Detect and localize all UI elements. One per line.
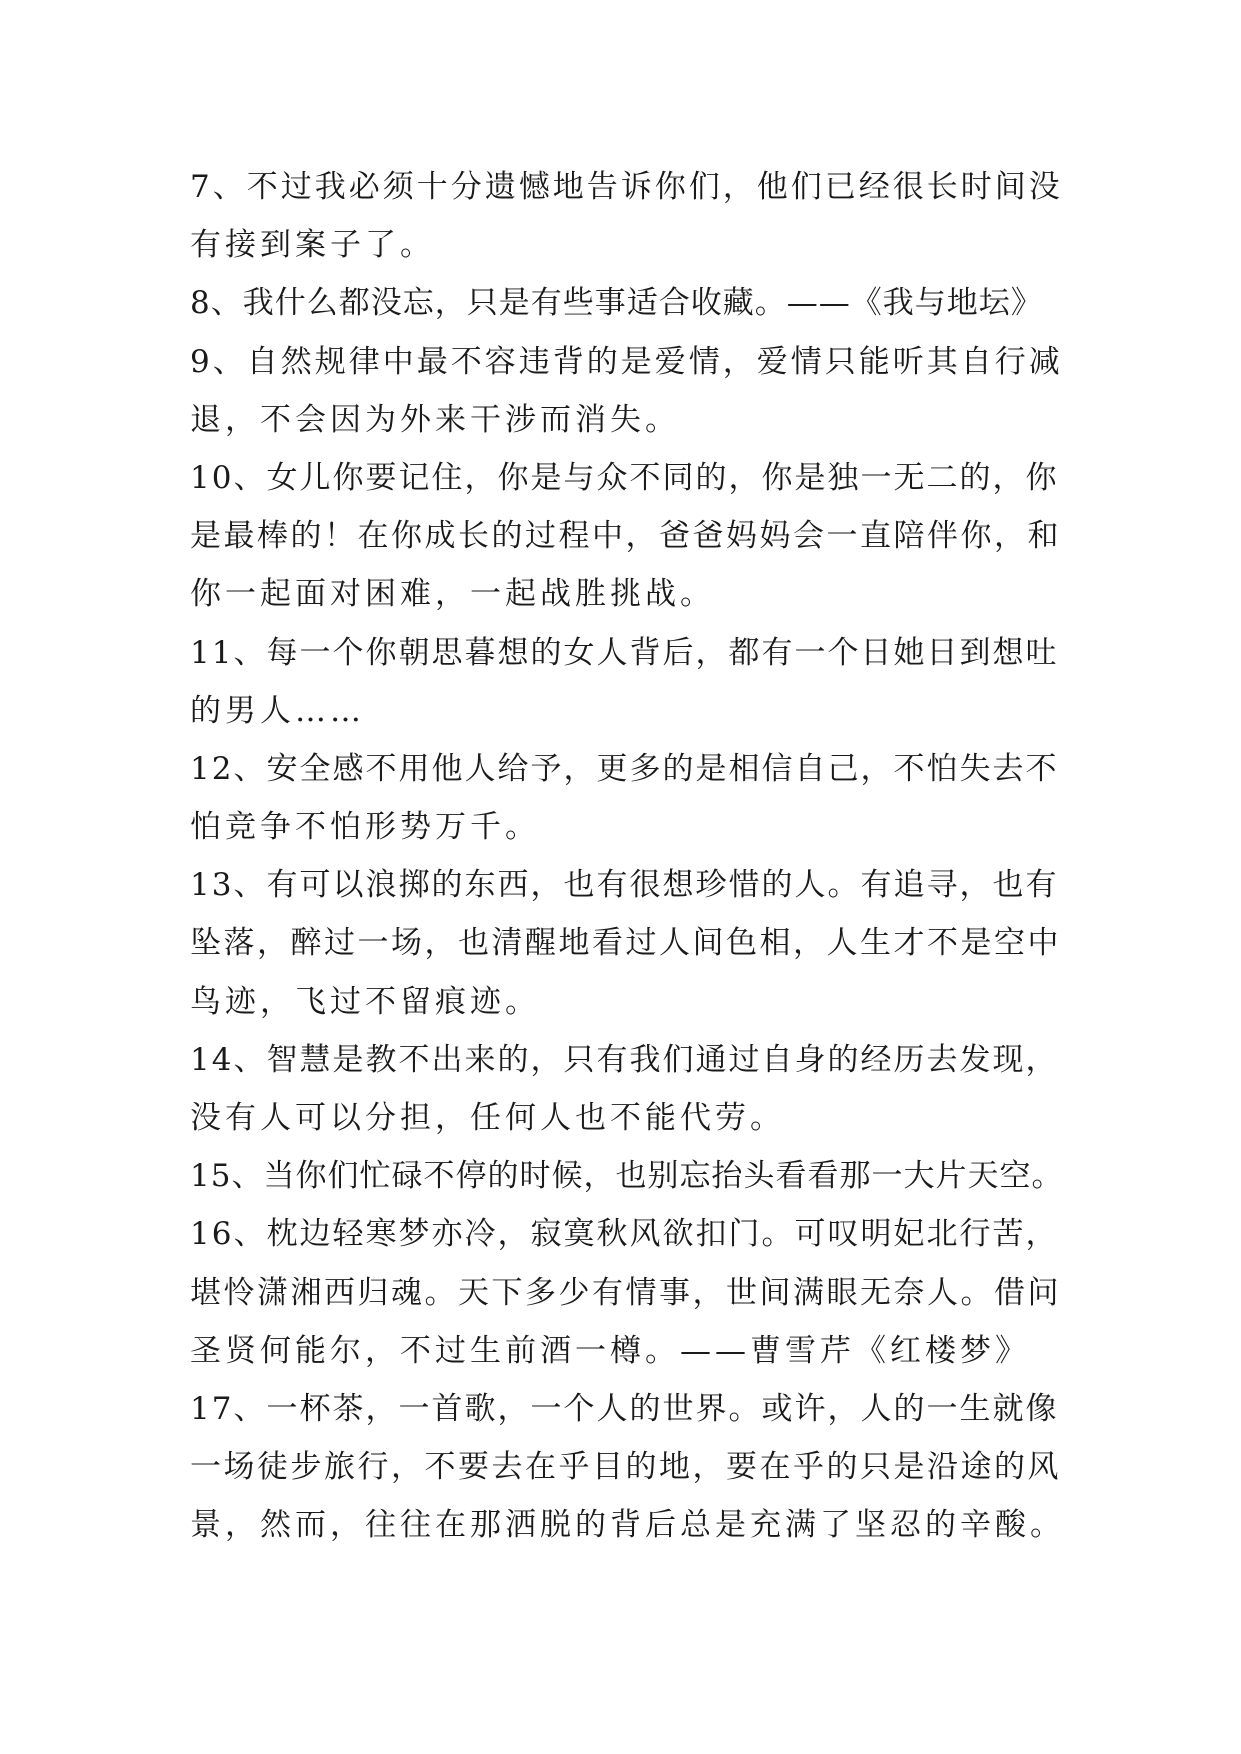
text-line: 14、智慧是教不出来的，只有我们通过自身的经历去发现， xyxy=(190,1041,1059,1078)
text-line: 怕竞争不怕形势万千。 xyxy=(190,809,540,846)
text-line: 圣贤何能尔，不过生前酒一樽。——曹雪芹《红楼梦》 xyxy=(190,1332,1030,1369)
text-line: 鸟迹，飞过不留痕迹。 xyxy=(190,983,540,1020)
text-line: 堪怜潇湘西归魂。天下多少有情事，世间满眼无奈人。借问 xyxy=(190,1274,1061,1311)
text-line: 13、有可以浪掷的东西，也有很想珍惜的人。有追寻，也有 xyxy=(190,867,1059,904)
text-line: 7、不过我必须十分遗憾地告诉你们，他们已经很长时间没 xyxy=(190,169,1063,205)
text-line: 17、一杯茶，一首歌，一个人的世界。或许，人的一生就像 xyxy=(190,1390,1059,1427)
text-line: 的男人…… xyxy=(190,692,365,729)
text-line: 12、安全感不用他人给予，更多的是相信自己，不怕失去不 xyxy=(190,750,1059,787)
text-line: 11、每一个你朝思暮想的女人背后，都有一个日她日到想吐 xyxy=(190,634,1059,671)
text-line: 15、当你们忙碌不停的时候，也别忘抬头看看那一大片天空。 xyxy=(190,1158,1064,1195)
text-line: 10、女儿你要记住，你是与众不同的，你是独一无二的，你 xyxy=(190,459,1059,496)
text-line: 坠落，醉过一场，也清醒地看过人间色相，人生才不是空中 xyxy=(190,925,1061,962)
text-line: 景，然而，往往在那洒脱的背后总是充满了坚忍的辛酸。 xyxy=(190,1507,1065,1544)
text-line: 8、我什么都没忘，只是有些事适合收藏。——《我与地坛》 xyxy=(190,285,1043,322)
text-line: 9、自然规律中最不容违背的是爱情，爱情只能听其自行减 xyxy=(190,343,1063,380)
text-line: 16、枕边轻寒梦亦冷，寂寞秋风欲扣门。可叹明妃北行苦， xyxy=(190,1216,1059,1253)
text-line: 没有人可以分担，任何人也不能代劳。 xyxy=(190,1100,785,1136)
text-line: 有接到案子了。 xyxy=(190,227,435,264)
document-body xyxy=(190,158,1070,1555)
text-line: 你一起面对困难，一起战胜挑战。 xyxy=(190,576,715,613)
text-line: 一场徒步旅行，不要去在乎目的地，要在乎的只是沿途的风 xyxy=(190,1449,1061,1486)
text-line: 退，不会因为外来干涉而消失。 xyxy=(190,401,680,438)
text-line: 是最棒的！在你成长的过程中，爸爸妈妈会一直陪伴你，和 xyxy=(190,518,1061,555)
